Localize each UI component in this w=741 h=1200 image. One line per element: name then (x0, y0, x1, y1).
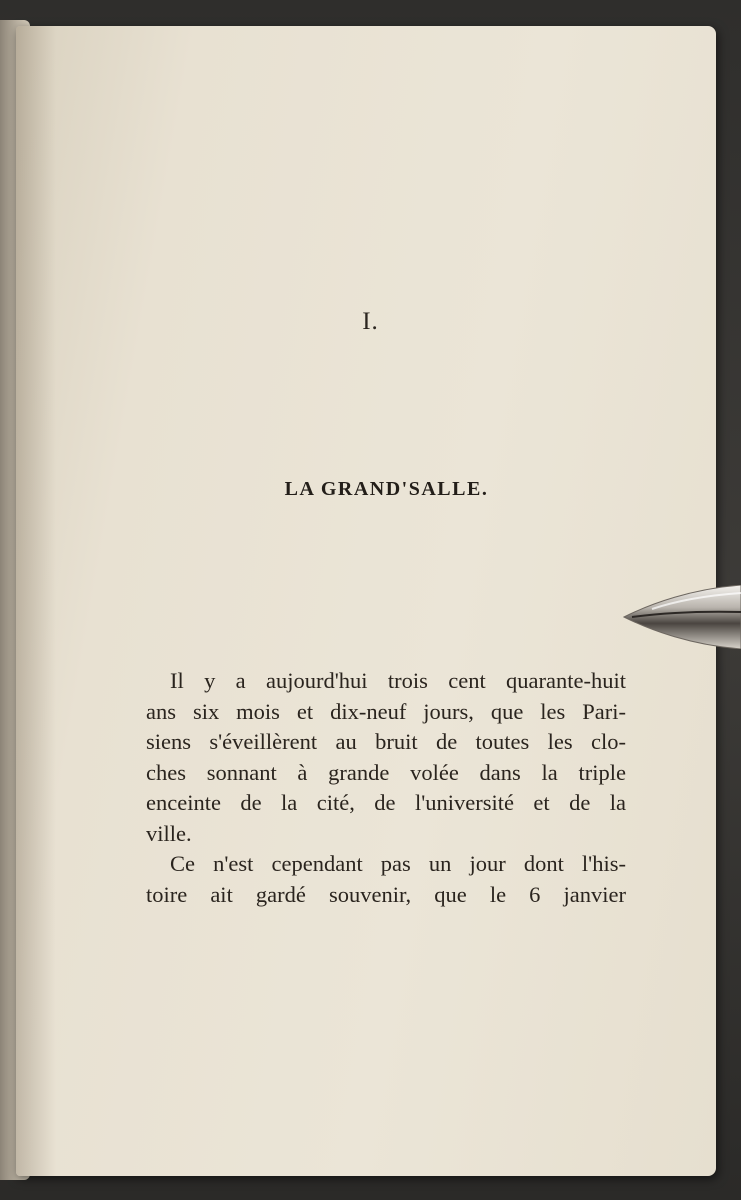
text-line: ville. (146, 820, 192, 846)
chapter-title: LA GRAND'SALLE. (284, 478, 489, 500)
text-line: Ce n'est cependant pas un jour dont l'his- (170, 851, 626, 876)
chapter-number: I. (362, 308, 379, 335)
body-text (146, 666, 626, 910)
text-line: ches sonnant à grande volée dans la triple (146, 759, 626, 785)
page-gutter-shadow (16, 26, 56, 1176)
book-page (16, 26, 716, 1176)
pen-nib-icon (622, 585, 741, 649)
text-line: enceinte de la cité, de l'université et de la (146, 790, 626, 815)
text-line: ans six mois et dix-neuf jours, que les Pari- (146, 698, 626, 724)
text-line: siens s'éveillèrent au bruit de toutes les clo- (146, 729, 626, 754)
text-line: toire ait gardé souvenir, que le 6 janvier (146, 881, 626, 907)
text-line: Il y a aujourd'hui trois cent quarante-huit (170, 668, 626, 693)
